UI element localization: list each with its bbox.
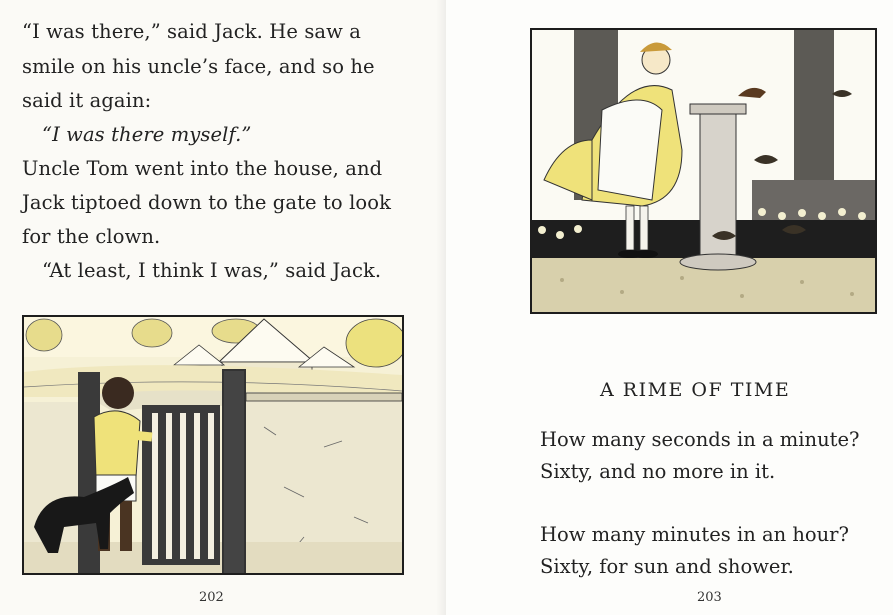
poem-title: A RIME OF TIME: [600, 379, 791, 401]
right-page: [446, 0, 893, 615]
text-line-5: Uncle Tom went into the house, and: [22, 157, 383, 180]
verse-line-1: How many seconds in a minute?: [540, 428, 860, 451]
verse-line-3: How many minutes in an hour?: [540, 523, 849, 546]
boy-at-gate-illustration: [22, 315, 404, 575]
girl-at-birdbath-illustration: [530, 28, 877, 314]
text-line-6: Jack tiptoed down to the gate to look: [22, 191, 392, 214]
text-line-7: for the clown.: [22, 225, 161, 248]
text-line-2: smile on his uncle’s face, and so he: [22, 55, 375, 78]
text-line-4: “I was there myself.”: [42, 123, 252, 146]
text-line-8: “At least, I think I was,” said Jack.: [42, 259, 382, 282]
page-number-left: 202: [199, 590, 224, 605]
page-number-right: 203: [697, 590, 722, 605]
verse-line-4: Sixty, for sun and shower.: [540, 555, 794, 578]
text-line-1: “I was there,” said Jack. He saw a: [22, 20, 361, 43]
verse-line-2: Sixty, and no more in it.: [540, 460, 776, 483]
text-line-3: said it again:: [22, 89, 152, 112]
left-page: [0, 0, 446, 615]
